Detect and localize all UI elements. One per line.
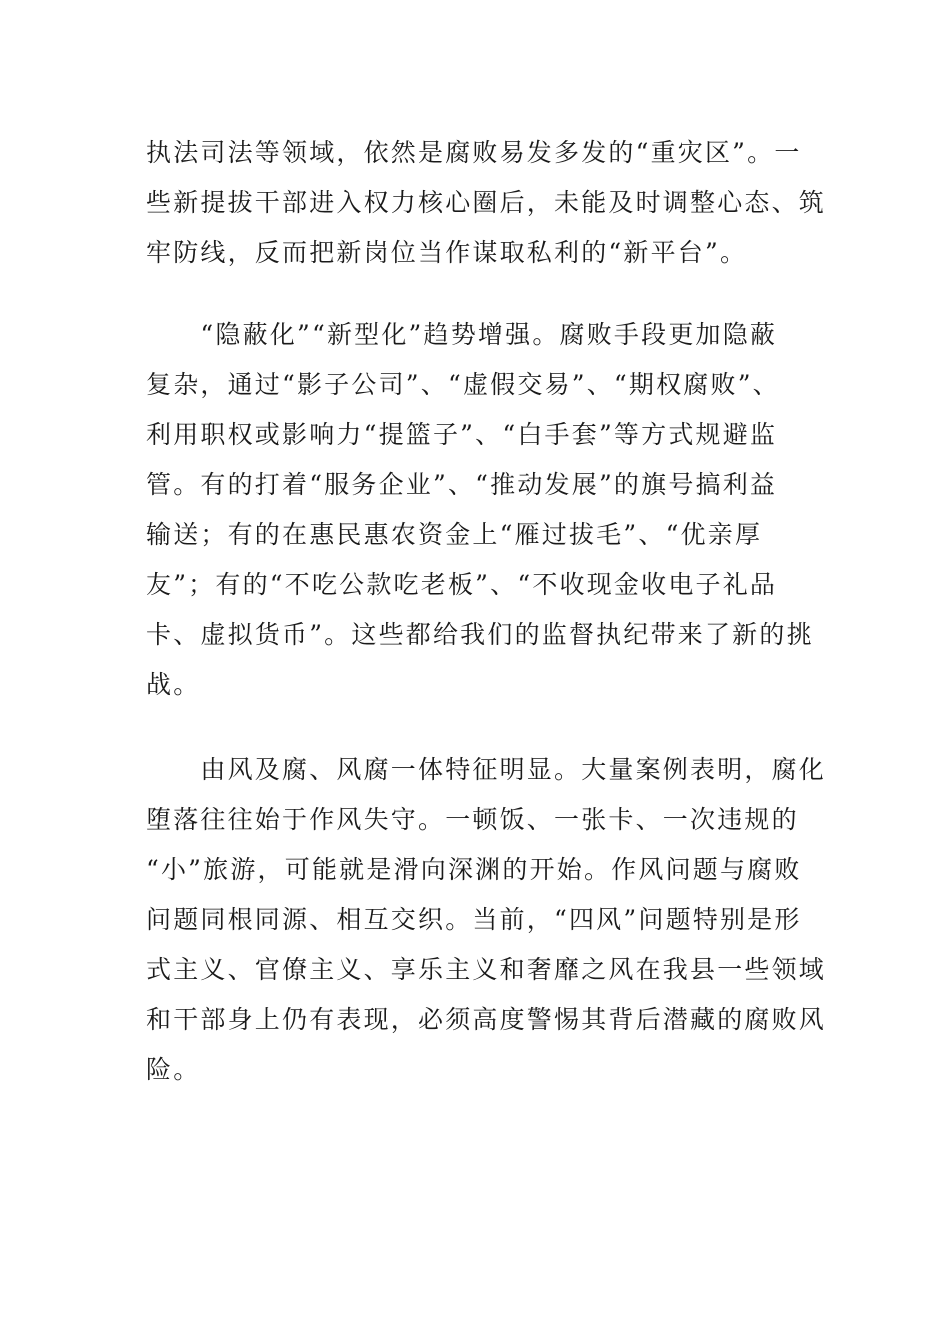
text-line: 问题同根同源、相互交织。当前，“四风”问题特别是形 bbox=[146, 905, 802, 934]
text-line: 由风及腐、风腐一体特征明显。大量案例表明，腐化 bbox=[146, 755, 827, 784]
text-line: 卡、虚拟货币”。这些都给我们的监督执纪带来了新的挑 bbox=[146, 620, 814, 649]
text-line: 管。有的打着“服务企业”、“推动发展”的旗号搞利益 bbox=[146, 470, 778, 499]
text-line: 复杂，通过“影子公司”、“虚假交易”、“期权腐败”、 bbox=[146, 370, 780, 399]
text-line: “隐蔽化”“新型化”趋势增强。腐败手段更加隐蔽 bbox=[146, 320, 778, 349]
text-line: “小”旅游，可能就是滑向深渊的开始。作风问题与腐败 bbox=[146, 855, 802, 884]
text-line: 堕落往往始于作风失守。一顿饭、一张卡、一次违规的 bbox=[146, 805, 799, 834]
text-line: 些新提拔干部进入权力核心圈后，未能及时调整心态、筑 bbox=[146, 188, 827, 217]
paragraph-law-enforcement bbox=[146, 128, 827, 278]
text-line: 战。 bbox=[146, 670, 201, 699]
text-line: 险。 bbox=[146, 1055, 201, 1084]
text-line: 式主义、官僚主义、享乐主义和奢靡之风在我县一些领域 bbox=[146, 955, 827, 984]
paragraph-hidden-new-type bbox=[146, 310, 814, 710]
text-line: 输送；有的在惠民惠农资金上“雁过拔毛”、“优亲厚 bbox=[146, 520, 763, 549]
text-line: 牢防线，反而把新岗位当作谋取私利的“新平台”。 bbox=[146, 238, 748, 267]
text-line: 和干部身上仍有表现，必须高度警惕其背后潜藏的腐败风 bbox=[146, 1005, 827, 1034]
text-line: 执法司法等领域，依然是腐败易发多发的“重灾区”。一 bbox=[146, 138, 802, 167]
text-line: 友”；有的“不吃公款吃老板”、“不收现金收电子礼品 bbox=[146, 570, 778, 599]
paragraph-style-corruption bbox=[146, 745, 827, 1095]
text-line: 利用职权或影响力“提篮子”、“白手套”等方式规避监 bbox=[146, 420, 778, 449]
